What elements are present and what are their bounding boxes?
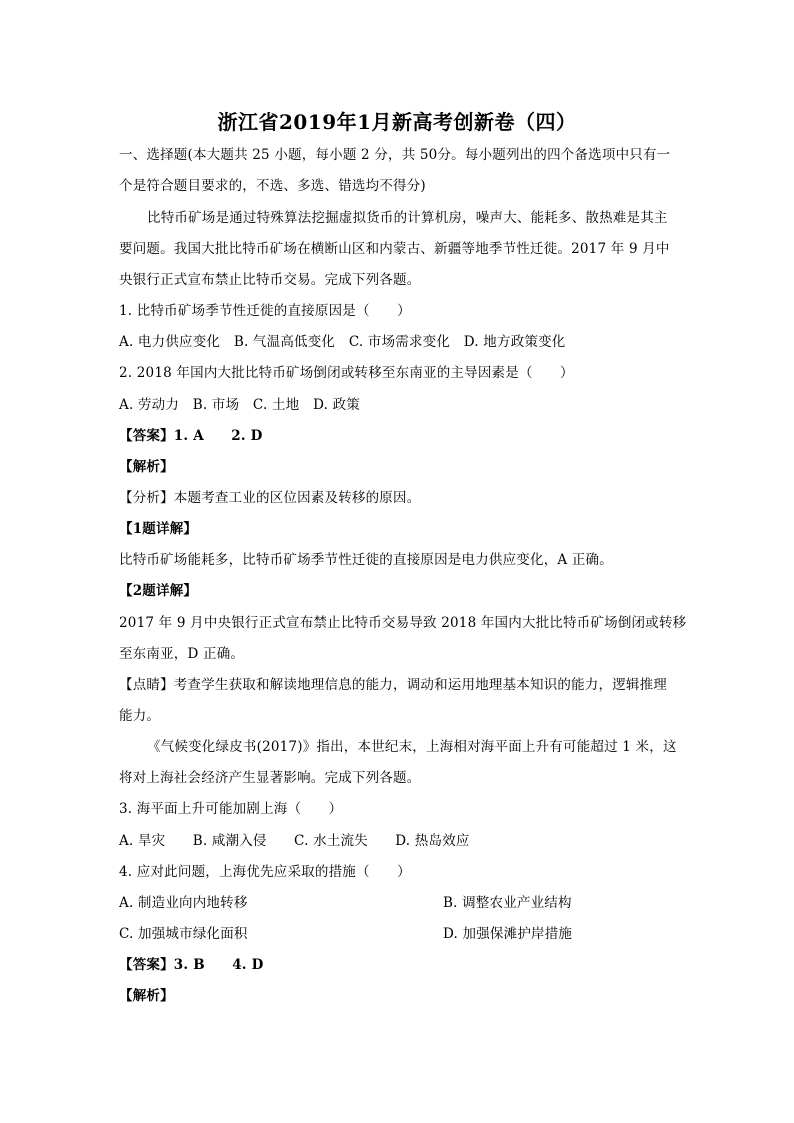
question-2: 2. 2018 年国内大批比特币矿场倒闭或转移至东南亚的主导因素是（ ）: [119, 365, 574, 381]
passage-1-line-2: 要问题。我国大批比特币矿场在横断山区和内蒙古、新疆等地季节性迁徙。2017 年 9 月中: [119, 241, 670, 257]
analysis-heading-1: 【解析】: [119, 459, 174, 475]
question-4-option-a: A. 制造业向内地转移: [119, 895, 248, 911]
section-intro-line-1: 一、选择题(本大题共 25 小题，每小题 2 分，共 50分。每小题列出的四个备选项中只有一: [119, 147, 671, 163]
question-1: 1. 比特币矿场季节性迁徙的直接原因是（ ）: [119, 303, 411, 319]
tip-line-2: 能力。: [119, 708, 161, 724]
detail-heading-q2: 【2题详解】: [119, 583, 198, 599]
passage-1-line-1: 比特币矿场是通过特殊算法挖掘虚拟货币的计算机房，噪声大、能耗多、散热难是其主: [147, 210, 668, 226]
question-3: 3. 海平面上升可能加剧上海（ ）: [119, 801, 343, 817]
question-3-options: A. 旱灾 B. 咸潮入侵 C. 水土流失 D. 热岛效应: [119, 833, 470, 849]
answer-3-4: 【答案】3. B 4. D: [119, 957, 264, 973]
passage-1-line-3: 央银行正式宣布禁止比特币交易。完成下列各题。: [119, 272, 421, 288]
section-intro-line-2: 个是符合题目要求的，不选、多选、错选均不得分): [119, 178, 426, 194]
question-4-option-b: B. 调整农业产业结构: [443, 895, 572, 911]
analysis-summary-1: 【分析】本题考查工业的区位因素及转移的原因。: [119, 490, 421, 506]
question-2-options: A. 劳动力 B. 市场 C. 土地 D. 政策: [119, 397, 360, 413]
document-title: 浙江省2019年1月新高考创新卷（四）: [217, 110, 577, 134]
detail-q2-line-1: 2017 年 9 月中央银行正式宣布禁止比特币交易导致 2018 年国内大批比特币矿场倒闭或转移: [119, 615, 687, 631]
question-4-option-d: D. 加强保滩护岸措施: [443, 926, 573, 942]
analysis-heading-2: 【解析】: [119, 988, 174, 1004]
detail-q2-line-2: 至东南亚，D 正确。: [119, 646, 245, 662]
passage-2-line-1: 《气候变化绿皮书(2017)》指出，本世纪末，上海相对海平面上升有可能超过 1 米，这: [147, 739, 677, 755]
answer-1-2: 【答案】1. A 2. D: [119, 428, 263, 444]
question-1-options: A. 电力供应变化 B. 气温高低变化 C. 市场需求变化 D. 地方政策变化: [119, 334, 566, 350]
passage-2-line-2: 将对上海社会经济产生显著影响。完成下列各题。: [119, 770, 421, 786]
tip-line-1: 【点睛】考查学生获取和解读地理信息的能力，调动和运用地理基本知识的能力，逻辑推理: [119, 677, 667, 693]
detail-q1-text: 比特币矿场能耗多，比特币矿场季节性迁徙的直接原因是电力供应变化，A 正确。: [119, 552, 613, 568]
question-4: 4. 应对此问题，上海优先应采取的措施（ ）: [119, 864, 411, 880]
question-4-option-c: C. 加强城市绿化面积: [119, 926, 248, 942]
detail-heading-q1: 【1题详解】: [119, 521, 198, 537]
